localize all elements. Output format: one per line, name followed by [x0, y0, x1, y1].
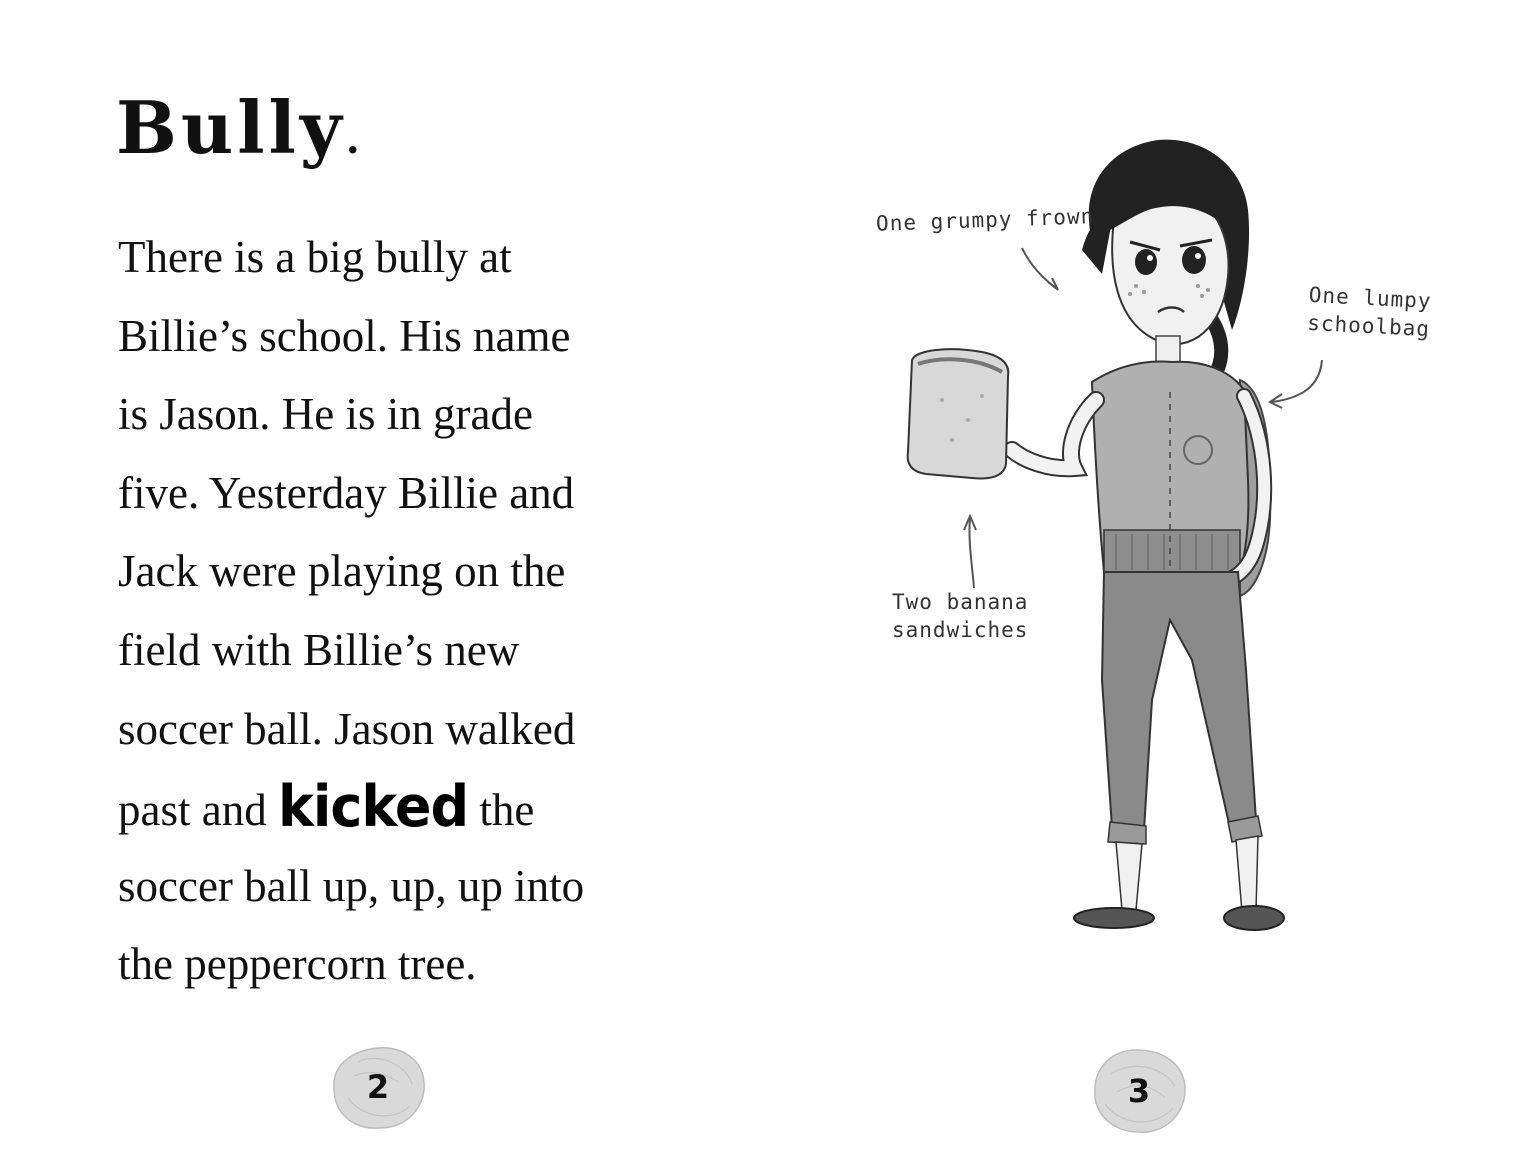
caption-line: schoolbag: [1306, 311, 1431, 342]
arrow-sandwich-icon: [969, 518, 974, 588]
emphasis-word: kicked: [277, 773, 469, 840]
right-page: [762, 0, 1524, 1169]
story-line: is Jason. He is in grade: [118, 389, 533, 440]
arrow-frown-icon: [1022, 248, 1056, 288]
story-line: Billie’s school. His name: [118, 310, 571, 361]
page-number: 2: [366, 1068, 390, 1106]
story-line: Jack were playing on the: [118, 546, 566, 597]
page-number-badge: [1089, 1046, 1189, 1136]
chapter-title: [116, 85, 360, 170]
page-number-badge: [328, 1042, 428, 1132]
caption-frown: One grumpy frown: [875, 204, 1095, 236]
story-line: soccer ball up, up, up into: [118, 860, 585, 911]
story-text-segment: the: [468, 785, 535, 836]
page-number: 3: [1127, 1072, 1151, 1110]
caption-sandwiches: [892, 588, 1028, 645]
caption-line: sandwiches: [892, 618, 1029, 643]
story-line-emphasis: [118, 768, 678, 847]
story-line: the peppercorn tree.: [118, 939, 477, 990]
chapter-title-text: Bully: [116, 85, 346, 170]
girl-holding-sandwich-illustration: [852, 60, 1472, 960]
caption-line: One lumpy: [1308, 282, 1433, 314]
caption-schoolbag: [1307, 281, 1433, 344]
story-line: five. Yesterday Billie and: [118, 467, 575, 518]
story-line: soccer ball. Jason walked: [118, 703, 576, 754]
caption-line: Two banana: [892, 590, 1029, 614]
story-text: [118, 218, 678, 1004]
story-text-segment: past and: [118, 785, 278, 836]
chapter-title-punct: .: [345, 116, 360, 163]
story-line: field with Billie’s new: [118, 624, 520, 675]
story-line: There is a big bully at: [118, 232, 512, 282]
